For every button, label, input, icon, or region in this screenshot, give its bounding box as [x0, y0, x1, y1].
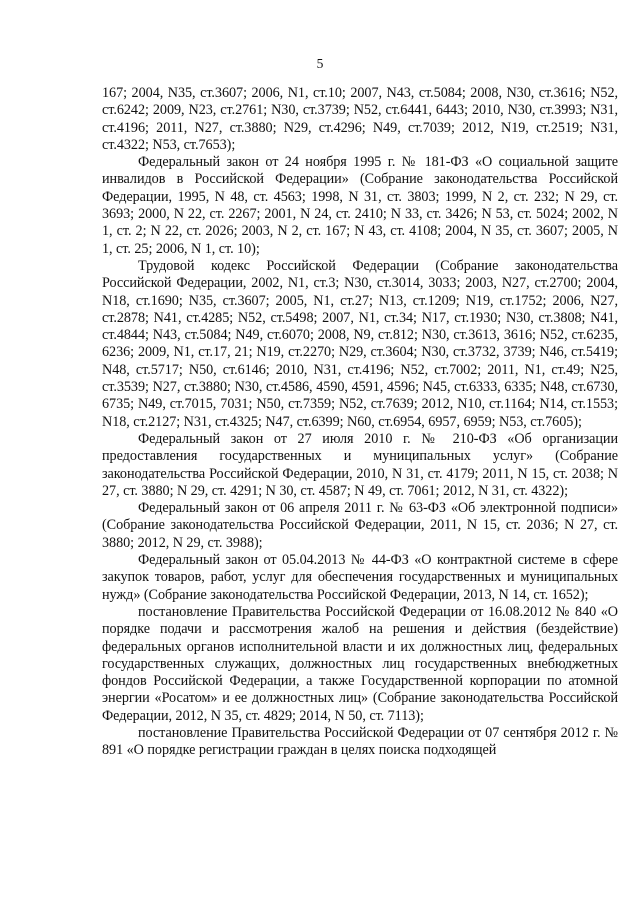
paragraph: Федеральный закон от 24 ноября 1995 г. № 181-ФЗ «О социальной защите инвалидов в Российской Федерации» (Собрание законодательства Российской Федерации, 1995, N 48, ст. 4563; 1998, N 31, ст. 3803; 1999, N 2, ст. 232; N 29, ст. 3693; 2000, N 22, ст. 2267; 2001, N 24, ст. 2410; N 33, ст. 3426; N 53, ст. 5024; 2002, N 1, ст. 2; N 22, ст. 2026; 2003, N 2, ст. 167; N 43, ст. 4108; 2004, N 35, ст. 3607; 2005, N 1, ст. 25; 2006, N 1, ст. 10); [102, 154, 618, 257]
paragraph: Федеральный закон от 27 июля 2010 г. № 210-ФЗ «Об организации предоставления государственных и муниципальных услуг» (Собрание законодательства Российской Федерации, 2010, N 31, ст. 4179; 2011, N 15, ст. 2038; N 27, ст. 3880; N 29, ст. 4291; N 30, ст. 4587; N 49, ст. 7061; 2012, N 31, ст. 4322); [102, 430, 618, 499]
document-body [102, 85, 618, 760]
paragraph-continuation: 167; 2004, N35, ст.3607; 2006, N1, ст.10; 2007, N43, ст.5084; 2008, N30, ст.3616; N52, ст.6242; 2009, N23, ст.2761; N30, ст.3739; N52, ст.6441, 6443; 2010, N30, ст.3993; N31, ст.4196; 2011, N27, ст.3880; N29, ст.4296; N49, ст.7039; 2012, N19, ст.2519; N31, ст.4322; N53, ст.7653); [102, 85, 618, 153]
paragraph: Федеральный закон от 05.04.2013 № 44-ФЗ «О контрактной системе в сфере закупок товаров, работ, услуг для обеспечения государственных и муниципальных нужд» (Собрание законодательства Российской Федерации, 2013, N 14, ст. 1652); [102, 552, 618, 603]
paragraph: Трудовой кодекс Российской Федерации (Собрание законодательства Российской Федерации, 2002, N1, ст.3; N30, ст.3014, 3033; 2003, N27, ст.2700; 2004, N18, ст.1690; N35, ст.3607; 2005, N1, ст.27; N13, ст.1209; N19, ст.1752; 2006, N27, ст.2878; N41, ст.4285; N52, ст.5498; 2007, N1, ст.34; N17, ст.1930; N30, ст.3808; N41, ст.4844; N43, ст.5084; N49, ст.6070; 2008, N9, ст.812; N30, ст.3613, 3616; N52, ст.6235, 6236; 2009, N1, ст.17, 21; N19, ст.2270; N29, ст.3604; N30, ст.3732, 3739; N46, ст.5419; N48, ст.5717; N50, ст.6146; 2010, N31, ст.4196; N52, ст.7002; 2011, N1, ст.49; N25, ст.3539; N27, ст.3880; N30, ст.4586, 4590, 4591, 4596; N45, ст.6333, 6335; N48, ст.6730, 6735; N49, ст.7015, 7031; N50, ст.7359; N52, ст.7639; 2012, N10, ст.1164; N14, ст.1553; N18, ст.2127; N31, ст.4325; N47, ст.6399; N60, ст.6954, 6957, 6959; N53, ст.7605); [102, 257, 618, 430]
paragraph: постановление Правительства Российской Федерации от 16.08.2012 № 840 «О порядке подачи и рассмотрения жалоб на решения и действия (бездействие) федеральных органов исполнительной власти и их должностных лиц, федеральных государственных служащих, должностных лиц государственных внебюджетных фондов Российской Федерации, а также Государственной корпорации по атомной энергии «Росатом» и ее должностных лиц» (Собрание законодательства Российской Федерации, 2012, N 35, ст. 4829; 2014, N 50, ст. 7113); [102, 603, 618, 724]
paragraph: постановление Правительства Российской Федерации от 07 сентября 2012 г. № 891 «О порядке регистрации граждан в целях поиска подходящей [102, 724, 618, 759]
paragraph: Федеральный закон от 06 апреля 2011 г. № 63-ФЗ «Об электронной подписи» (Собрание законодательства Российской Федерации, 2011, N 15, ст. 2036; N 27, ст. 3880; 2012, N 29, ст. 3988); [102, 500, 618, 551]
page-number: 5 [316, 56, 324, 71]
